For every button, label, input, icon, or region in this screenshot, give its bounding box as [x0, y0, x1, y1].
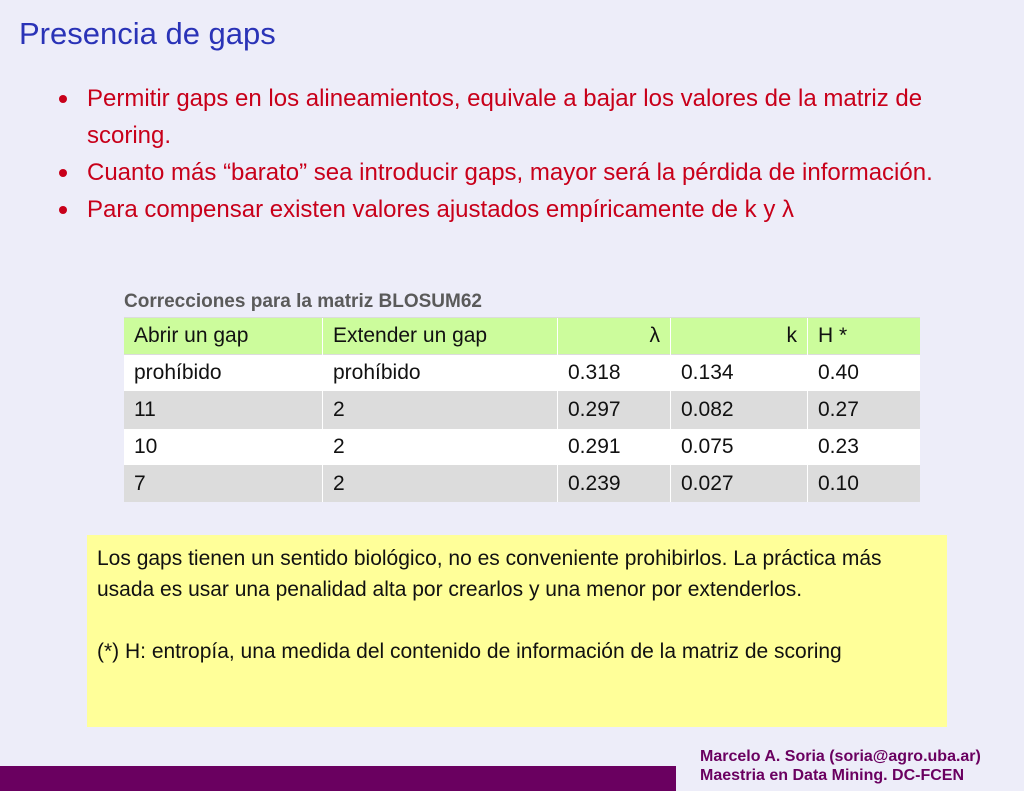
bullet-item: Para compensar existen valores ajustados empíricamente de k y λ [55, 191, 985, 228]
table-cell: 2 [323, 466, 558, 503]
table-cell: 7 [124, 466, 323, 503]
header-lambda: λ [558, 318, 671, 355]
table-row [124, 392, 920, 429]
header-k: k [671, 318, 808, 355]
table-cell: 0.27 [808, 392, 921, 429]
table-cell: 0.23 [808, 429, 921, 466]
table-cell: prohíbido [323, 355, 558, 392]
table-cell: 0.239 [558, 466, 671, 503]
table-row [124, 429, 920, 466]
table-cell: 0.318 [558, 355, 671, 392]
blosum62-gap-table [124, 317, 920, 502]
note-paragraph: Los gaps tienen un sentido biológico, no es conveniente prohibirlos. La práctica más usada es usar una penalidad alta por crearlos y una menor por extenderlos. [97, 547, 882, 601]
table-cell: 0.075 [671, 429, 808, 466]
bullet-item: Cuanto más “barato” sea introducir gaps, mayor será la pérdida de información. [55, 154, 985, 191]
table-cell: 2 [323, 392, 558, 429]
header-entropy: H * [808, 318, 921, 355]
bullet-item: Permitir gaps en los alineamientos, equivale a bajar los valores de la matriz de scoring. [55, 80, 985, 154]
table-header-row [124, 318, 920, 355]
table-cell: prohíbido [124, 355, 323, 392]
note-box [87, 535, 947, 727]
footer-bar [0, 766, 676, 791]
table-cell: 0.027 [671, 466, 808, 503]
table-cell: 11 [124, 392, 323, 429]
table-cell: 0.291 [558, 429, 671, 466]
slide-title: Presencia de gaps [19, 16, 276, 51]
note-footnote: (*) H: entropía, una medida del contenido de información de la matriz de scoring [97, 640, 842, 663]
footer-credits [700, 747, 981, 785]
table-cell: 10 [124, 429, 323, 466]
footer-author: Marcelo A. Soria (soria@agro.uba.ar) [700, 748, 981, 765]
header-extend-gap: Extender un gap [323, 318, 558, 355]
table-row [124, 355, 920, 392]
table-row [124, 466, 920, 503]
table-cell: 0.297 [558, 392, 671, 429]
table-cell: 0.082 [671, 392, 808, 429]
table-cell: 0.134 [671, 355, 808, 392]
bullet-list [55, 80, 985, 228]
table-caption: Correcciones para la matriz BLOSUM62 [124, 291, 482, 312]
footer-course: Maestria en Data Mining. DC-FCEN [700, 767, 965, 784]
table-cell: 0.40 [808, 355, 921, 392]
table-cell: 2 [323, 429, 558, 466]
table-cell: 0.10 [808, 466, 921, 503]
header-open-gap: Abrir un gap [124, 318, 323, 355]
